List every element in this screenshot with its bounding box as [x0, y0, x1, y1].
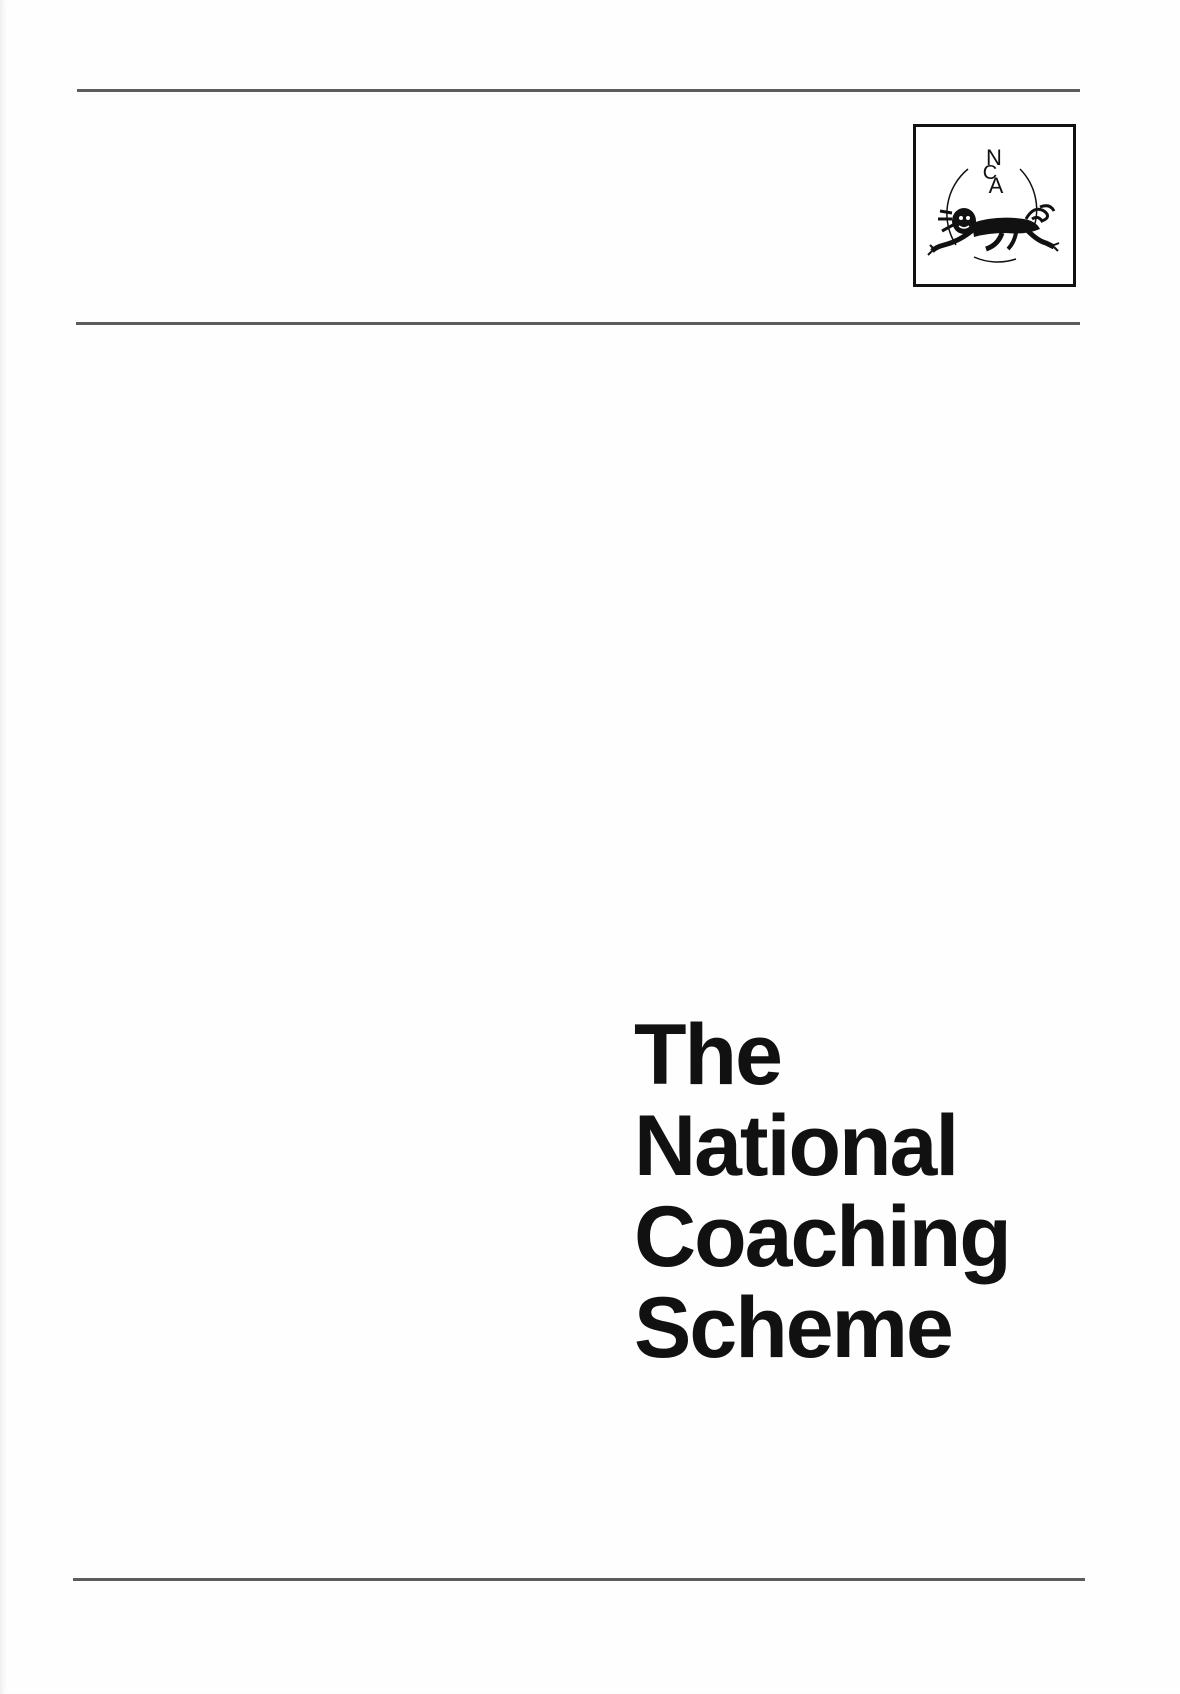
bottom-rule: [73, 1578, 1085, 1581]
title-line-national: National: [634, 1098, 958, 1194]
title-line-the: The: [634, 1007, 781, 1103]
cover-title: [634, 1007, 1010, 1376]
ncca-lion-emblem-icon: [916, 127, 1073, 284]
top-rule: [77, 89, 1080, 92]
middle-rule: [76, 322, 1080, 325]
logo-letter-n: N: [986, 145, 1002, 170]
title-line-coaching: Coaching: [634, 1189, 1010, 1285]
logo-letter-a: A: [988, 173, 1004, 198]
logo-letter-c: C: [982, 162, 998, 184]
logo-frame: [913, 124, 1076, 287]
title-line-scheme: Scheme: [634, 1280, 952, 1376]
